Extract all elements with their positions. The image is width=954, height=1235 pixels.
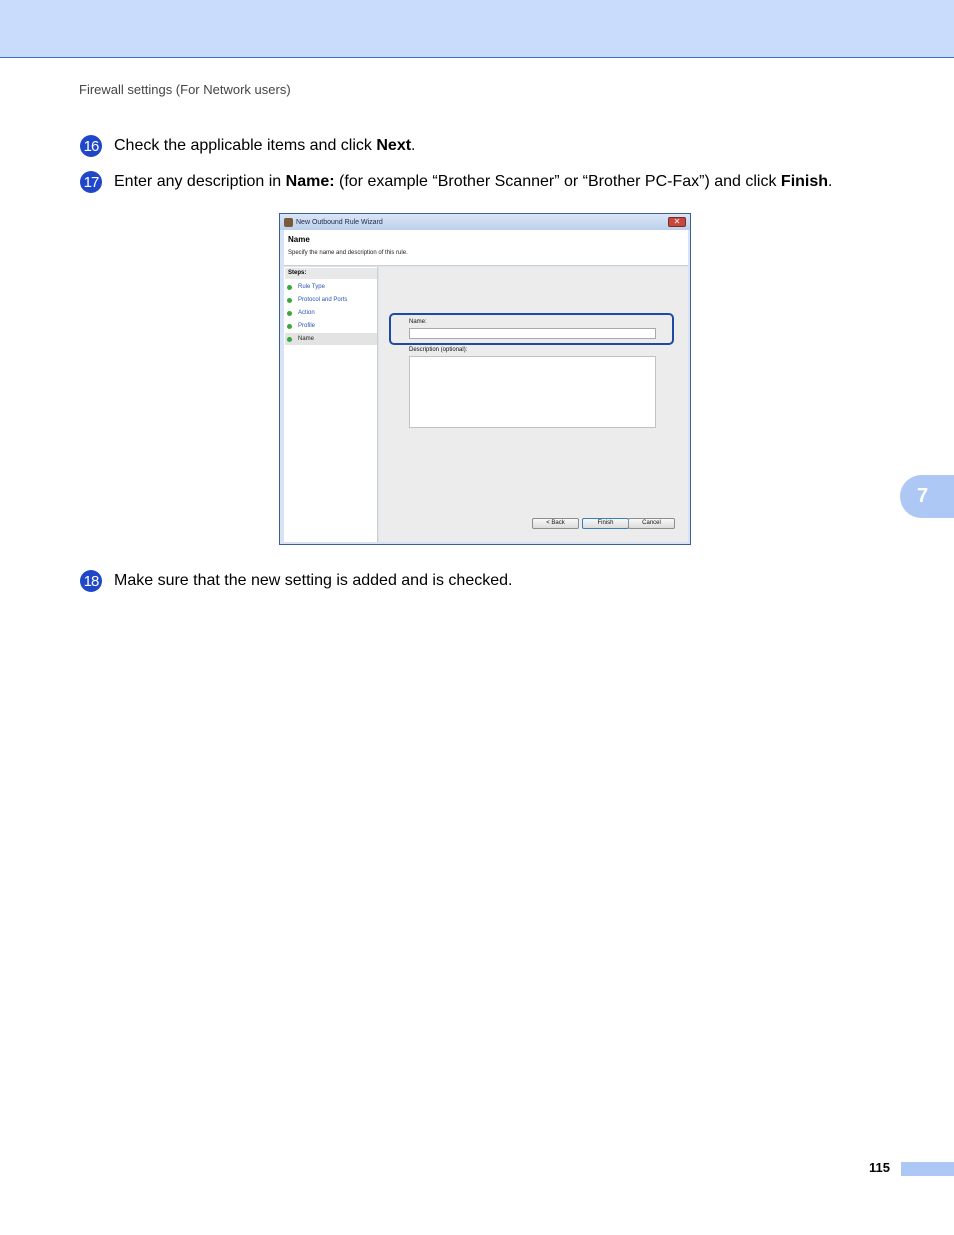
description-input[interactable]	[409, 356, 656, 428]
step-number: 16	[80, 135, 102, 157]
steps-label: Steps:	[285, 268, 377, 279]
step-text: Check the applicable items and click Next.	[114, 137, 416, 154]
step-text: Make sure that the new setting is added and is checked.	[114, 572, 513, 589]
step-18	[80, 570, 512, 592]
step-item-protocol-and-ports[interactable]: Protocol and Ports	[285, 294, 377, 306]
step-number: 17	[80, 171, 102, 193]
step-17	[80, 171, 832, 193]
page-number-bar	[901, 1162, 954, 1176]
steps-pane	[284, 267, 378, 542]
running-head: Firewall settings (For Network users)	[79, 82, 291, 97]
step-text: Enter any description in Name: (for example “Brother Scanner” or “Brother PC-Fax”) and click Finish.	[114, 173, 833, 190]
close-icon[interactable]: ✕	[668, 217, 686, 227]
wizard-page-title: Name	[288, 235, 310, 244]
description-label: Description (optional):	[409, 347, 468, 353]
name-label: Name:	[409, 319, 427, 325]
step-dot-icon	[287, 285, 292, 290]
finish-button[interactable]: Finish	[582, 518, 629, 529]
step-dot-icon	[287, 298, 292, 303]
step-dot-icon	[287, 311, 292, 316]
name-input[interactable]	[409, 328, 656, 339]
step-item-action[interactable]: Action	[285, 307, 377, 319]
step-item-profile[interactable]: Profile	[285, 320, 377, 332]
wizard-titlebar	[280, 214, 690, 230]
back-button[interactable]: < Back	[532, 518, 579, 529]
wizard-screenshot	[279, 213, 691, 545]
header-band	[0, 0, 954, 58]
wizard-page-subtitle: Specify the name and description of this rule.	[288, 250, 408, 256]
content-pane	[379, 267, 688, 542]
wizard-header	[284, 230, 688, 266]
step-16	[80, 135, 416, 157]
firewall-icon	[284, 218, 293, 227]
step-number: 18	[80, 570, 102, 592]
chapter-tab: 7	[900, 475, 954, 518]
wizard-title: New Outbound Rule Wizard	[296, 218, 383, 226]
page-number: 115	[869, 1160, 890, 1175]
step-dot-icon	[287, 337, 292, 342]
step-item-name[interactable]: Name	[285, 333, 377, 345]
step-dot-icon	[287, 324, 292, 329]
cancel-button[interactable]: Cancel	[628, 518, 675, 529]
step-item-rule-type[interactable]: Rule Type	[285, 281, 377, 293]
